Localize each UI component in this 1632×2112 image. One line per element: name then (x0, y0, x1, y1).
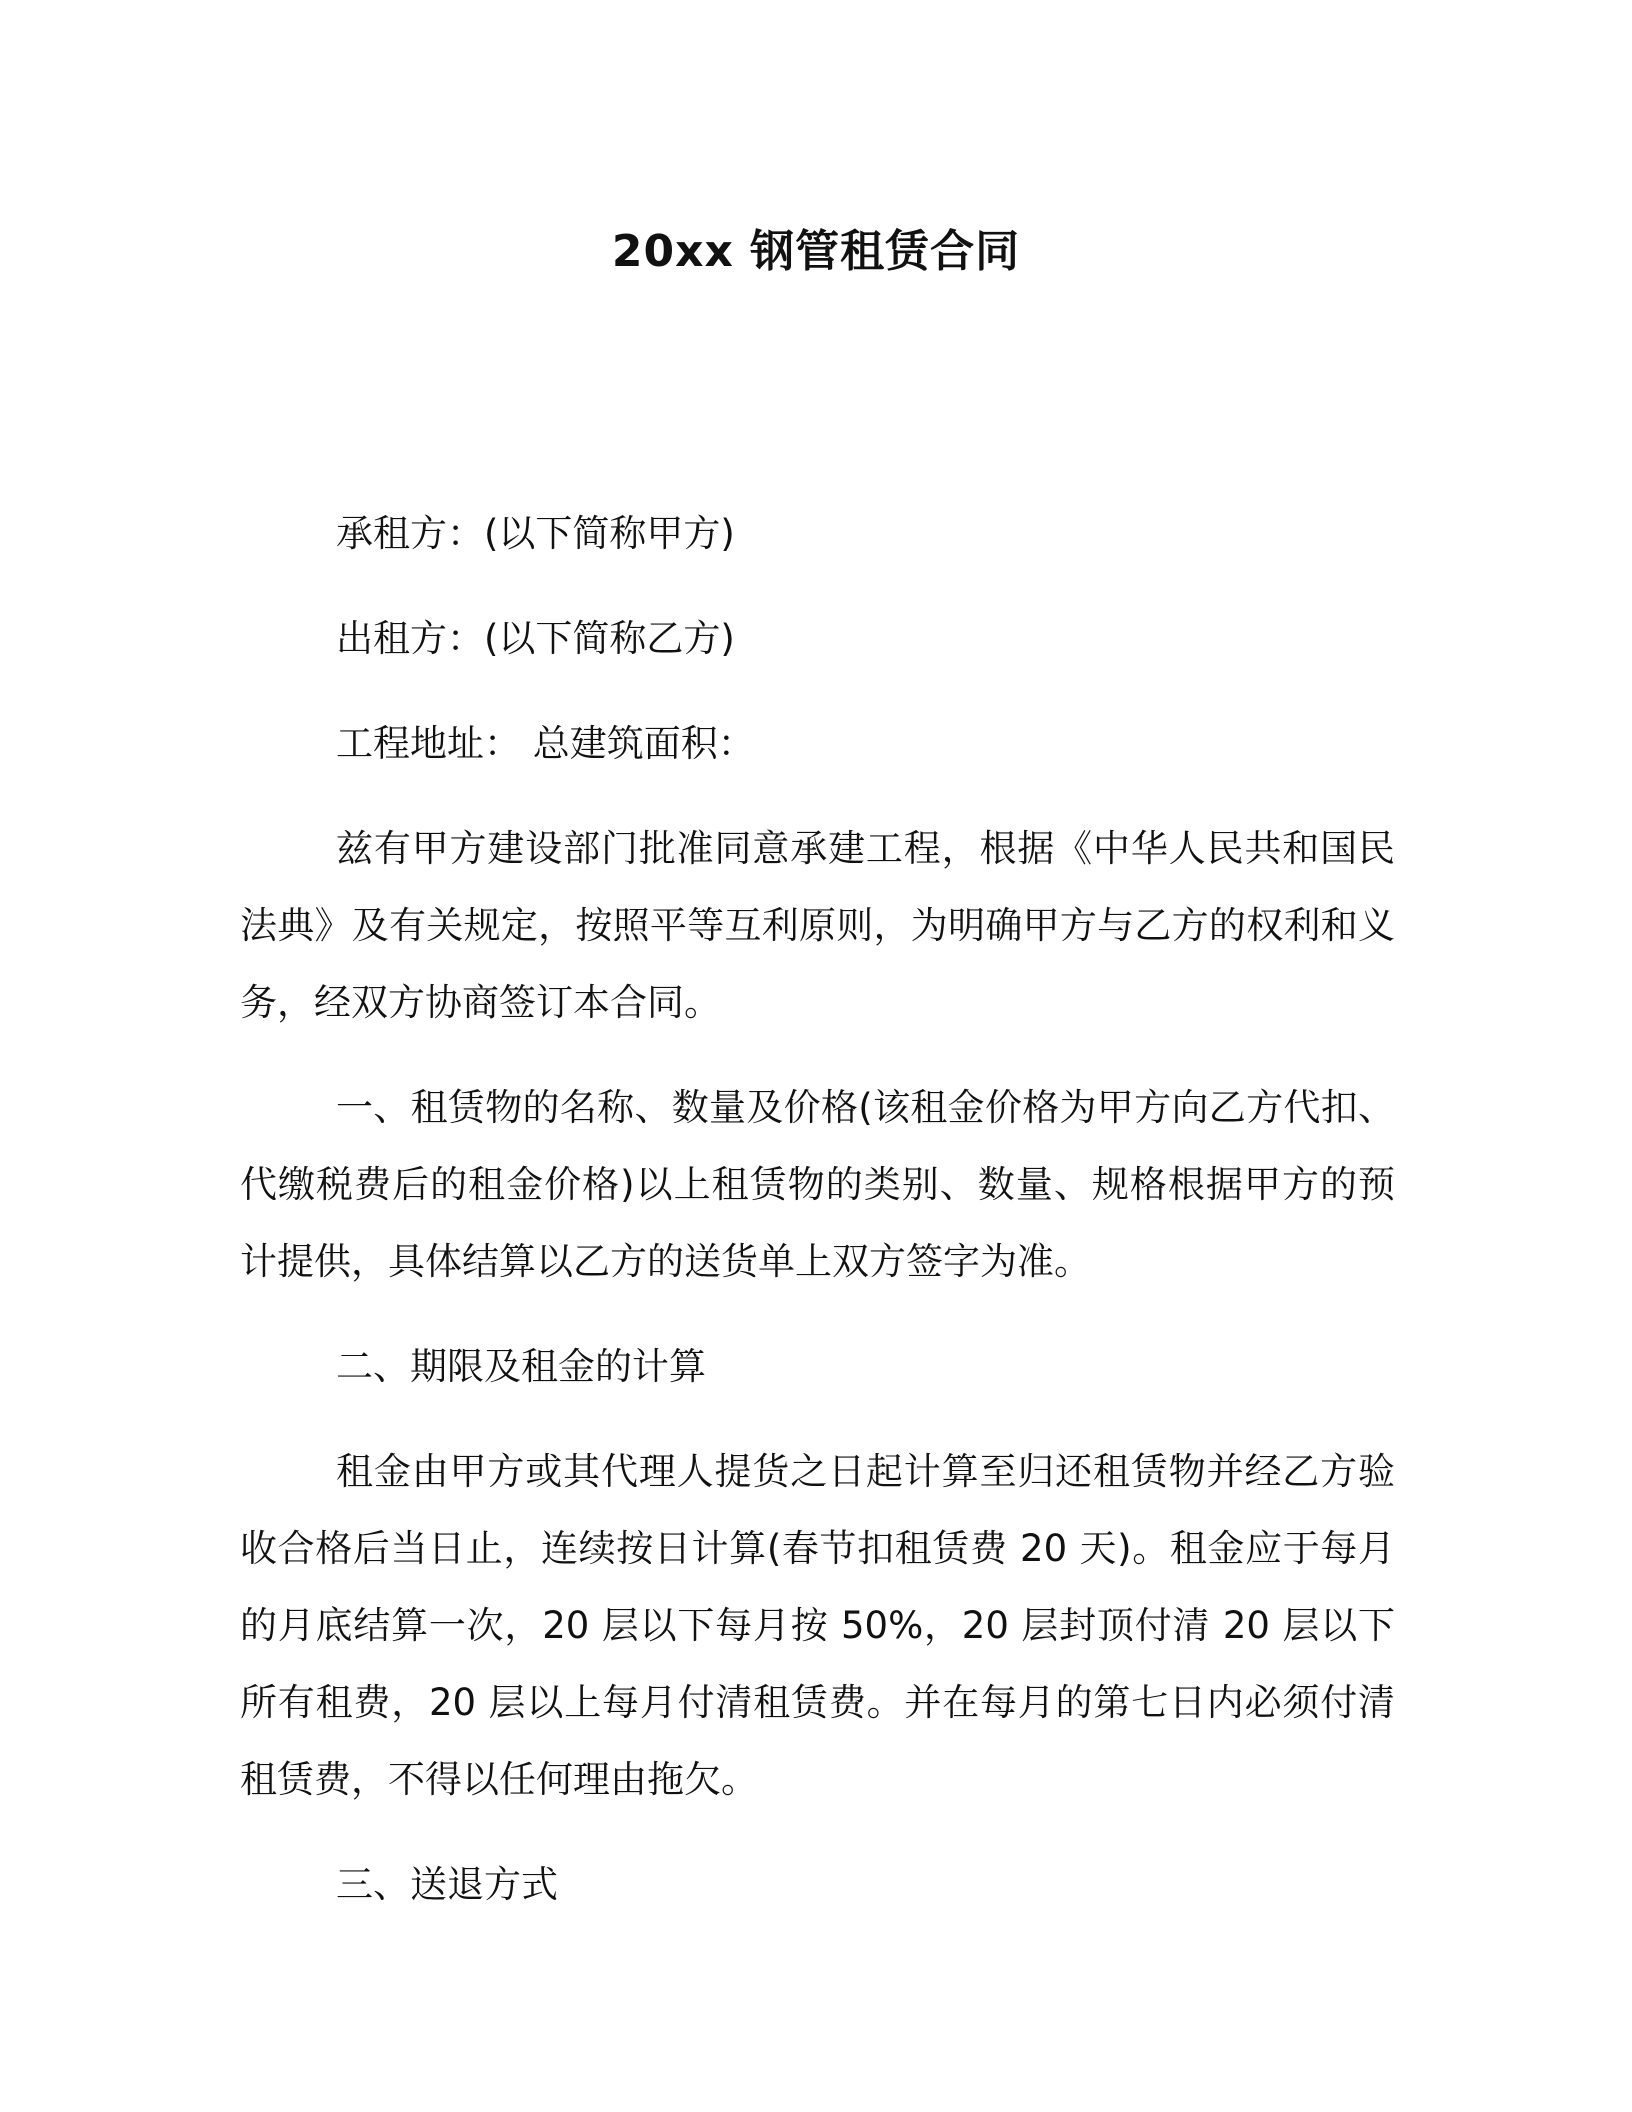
intro-paragraph: 兹有甲方建设部门批准同意承建工程，根据《中华人民共和国民法典》及有关规定，按照平等互利原则，为明确甲方与乙方的权利和义务，经双方协商签订本合同。 (240, 827, 1395, 1024)
document-body (240, 495, 1395, 1951)
lessor-field: 出租方：(以下简称乙方) (336, 617, 735, 660)
project-field: 工程地址： 总建筑面积： (336, 722, 755, 765)
lessee-field: 承租方：(以下简称甲方) (336, 512, 735, 555)
section-2-paragraph: 租金由甲方或其代理人提货之日起计算至归还租赁物并经乙方验收合格后当日止，连续按日计算(春节扣租赁费 20 天)。租金应于每月的月底结算一次，20 层以下每月按 50%，20 层封顶付清 20 层以下所有租费，20 层以上每月付清租赁费。并在每月的第七日内必须付清租赁费，不得以任何理由拖欠。 (240, 1450, 1395, 1801)
section-1-paragraph: 一、租赁物的名称、数量及价格(该租金价格为甲方向乙方代扣、代缴税费后的租金价格)以上租赁物的类别、数量、规格根据甲方的预计提供，具体结算以乙方的送货单上双方签字为准。 (240, 1086, 1395, 1283)
section-2-heading: 二、期限及租金的计算 (336, 1345, 706, 1388)
document-title: 20xx 钢管租赁合同 (611, 226, 1021, 277)
section-3-heading: 三、送退方式 (336, 1863, 558, 1906)
